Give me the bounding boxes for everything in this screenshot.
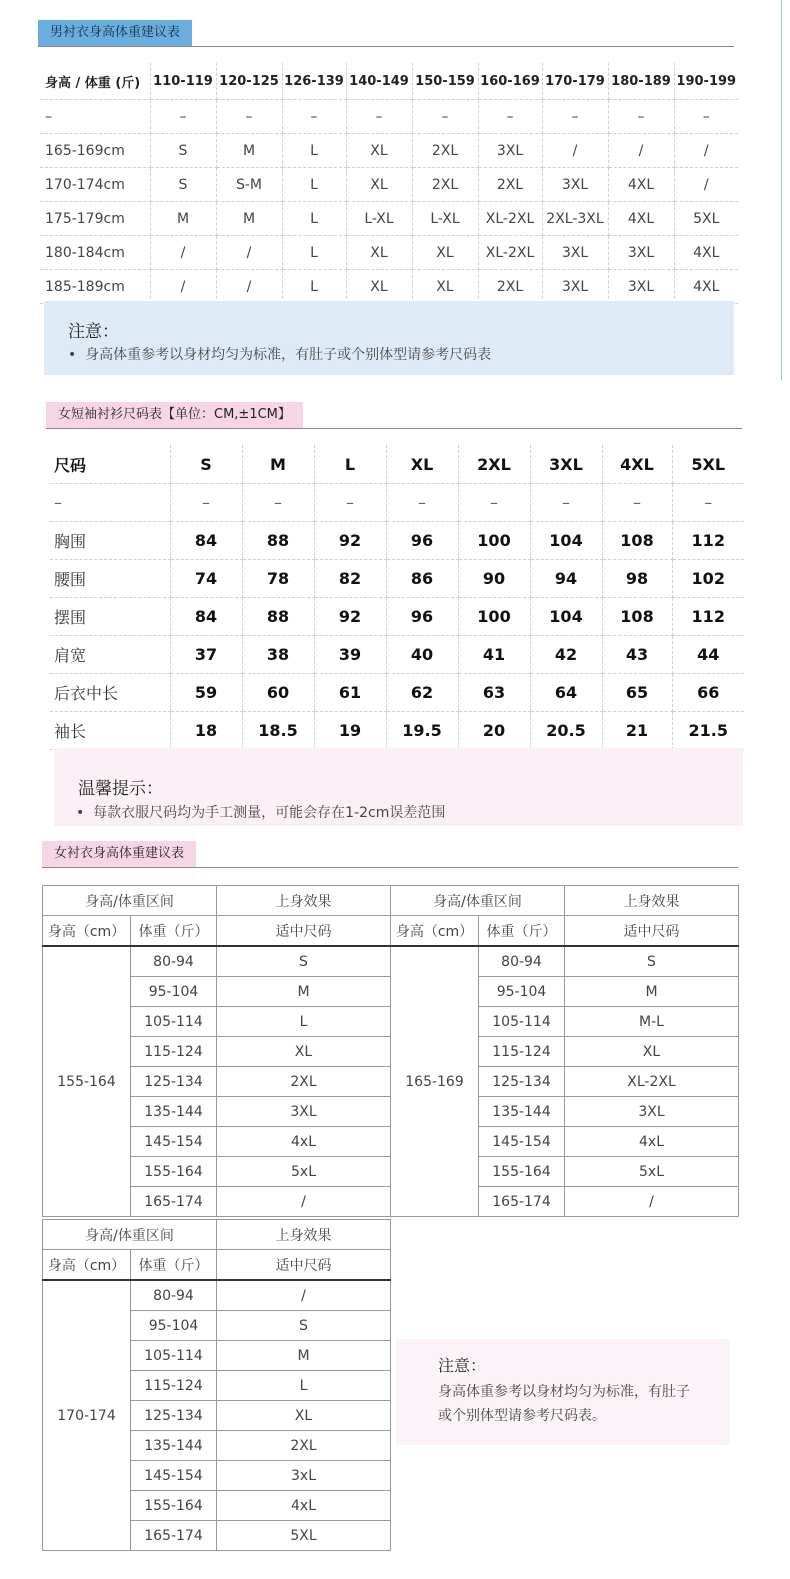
table-row: [391, 946, 739, 977]
table-cell: 4XL: [608, 168, 674, 202]
table-cell: –: [314, 484, 386, 522]
size-cell: L: [217, 1371, 391, 1401]
table-cell: 3XL: [608, 236, 674, 270]
table-cell: 3XL: [478, 134, 542, 168]
size-cell: /: [565, 1187, 739, 1217]
table-cell: 104: [530, 598, 602, 636]
weight-cell: 125-134: [479, 1067, 565, 1097]
table-header-row: [43, 916, 391, 947]
table-cell: 5XL: [674, 202, 738, 236]
table-row: [40, 236, 738, 270]
table-cell: 2XL: [478, 168, 542, 202]
table-cell: XL-2XL: [478, 202, 542, 236]
table-cell: 3XL: [608, 270, 674, 304]
row-label: 165-169cm: [40, 134, 150, 168]
table-cell: 37: [170, 636, 242, 674]
table-cell: 96: [386, 598, 458, 636]
table-cell: M: [216, 202, 282, 236]
size-cell: M: [217, 1341, 391, 1371]
table-cell: L: [282, 202, 346, 236]
table-cell: 4XL: [608, 202, 674, 236]
table-row: [50, 484, 744, 522]
table-cell: 43: [602, 636, 672, 674]
row-label: 170-174cm: [40, 168, 150, 202]
table-row: [50, 598, 744, 636]
effect-header: 上身效果: [217, 1220, 391, 1250]
table-cell: L-XL: [346, 202, 412, 236]
column-header: 120-125: [216, 63, 282, 100]
table-cell: 82: [314, 560, 386, 598]
weight-cell: 95-104: [479, 977, 565, 1007]
table-row: [43, 1280, 391, 1311]
note-text-content: 每款衣服尺码均为手工测量，可能会存在1-2cm误差范围: [93, 805, 446, 821]
table-cell: 42: [530, 636, 602, 674]
table-cell: 92: [314, 598, 386, 636]
table-cell: –: [386, 484, 458, 522]
table-cell: 3XL: [542, 270, 608, 304]
table-cell: S: [150, 168, 216, 202]
column-header: 4XL: [602, 445, 672, 484]
weight-cell: 115-124: [131, 1371, 217, 1401]
table-cell: XL: [346, 168, 412, 202]
note-text: • 身高体重参考以身材均匀为标准，有肚子或个别体型请参考尺码表: [68, 347, 492, 363]
column-header: 150-159: [412, 63, 478, 100]
table-cell: –: [216, 100, 282, 134]
table-cell: 63: [458, 674, 530, 712]
column-header: 180-189: [608, 63, 674, 100]
section-title-women-shirt: 女衬衣身高体重建议表: [42, 841, 196, 867]
table-row: [40, 168, 738, 202]
table-cell: 104: [530, 522, 602, 560]
size-header: 适中尺码: [217, 916, 391, 947]
table-cell: XL: [412, 236, 478, 270]
column-header: M: [242, 445, 314, 484]
table-cell: 19.5: [386, 712, 458, 750]
table-header-row: [391, 886, 739, 916]
note-text: • 每款衣服尺码均为手工测量，可能会存在1-2cm误差范围: [76, 805, 446, 821]
weight-cell: 95-104: [131, 977, 217, 1007]
column-header: 身高 / 体重 (斤): [40, 63, 150, 100]
row-label: 180-184cm: [40, 236, 150, 270]
weight-cell: 125-134: [131, 1401, 217, 1431]
table-row: [50, 636, 744, 674]
section-rule: [46, 428, 742, 429]
table-cell: 61: [314, 674, 386, 712]
column-header: 2XL: [458, 445, 530, 484]
size-cell: XL: [217, 1401, 391, 1431]
size-cell: 4xL: [217, 1491, 391, 1521]
size-cell: S: [565, 946, 739, 977]
table-cell: 3XL: [542, 168, 608, 202]
table-cell: 2XL-3XL: [542, 202, 608, 236]
table-cell: –: [458, 484, 530, 522]
note-title: 注意：: [68, 322, 119, 342]
column-header: S: [170, 445, 242, 484]
effect-header: 上身效果: [217, 886, 391, 916]
section-rule: [42, 867, 738, 868]
section-title-men-shirt: 男衬衣身高体重建议表: [38, 20, 192, 46]
range-header: 身高/体重区间: [43, 1220, 217, 1250]
weight-cell: 115-124: [479, 1037, 565, 1067]
table-cell: M: [216, 134, 282, 168]
weight-header: 体重（斤）: [479, 916, 565, 947]
table-cell: 39: [314, 636, 386, 674]
table-cell: /: [608, 134, 674, 168]
range-header: 身高/体重区间: [43, 886, 217, 916]
table-cell: –: [542, 100, 608, 134]
table-header-row: [43, 1250, 391, 1281]
table-row: [50, 712, 744, 750]
table-cell: –: [242, 484, 314, 522]
note-title: 注意：: [438, 1356, 487, 1375]
weight-cell: 95-104: [131, 1311, 217, 1341]
table-cell: 4XL: [674, 236, 738, 270]
column-header: 3XL: [530, 445, 602, 484]
height-header: 身高（cm）: [43, 1250, 131, 1281]
table-cell: 40: [386, 636, 458, 674]
row-label: 胸围: [50, 522, 170, 560]
table-row: [40, 134, 738, 168]
table-cell: –: [478, 100, 542, 134]
table-cell: L: [282, 134, 346, 168]
table-cell: L: [282, 236, 346, 270]
size-cell: /: [217, 1280, 391, 1311]
table-cell: 41: [458, 636, 530, 674]
weight-cell: 80-94: [131, 1280, 217, 1311]
column-header: 160-169: [478, 63, 542, 100]
column-header: 5XL: [672, 445, 744, 484]
weight-cell: 165-174: [131, 1521, 217, 1551]
note-title: 温馨提示：: [78, 779, 163, 799]
table-row: [40, 100, 738, 134]
table-cell: XL: [346, 134, 412, 168]
table-cell: S: [150, 134, 216, 168]
table-cell: 2XL: [478, 270, 542, 304]
table-cell: 92: [314, 522, 386, 560]
men-size-table: [40, 63, 738, 304]
table-cell: M: [150, 202, 216, 236]
weight-header: 体重（斤）: [131, 1250, 217, 1281]
height-header: 身高（cm）: [391, 916, 479, 947]
size-cell: L: [217, 1007, 391, 1037]
table-cell: 74: [170, 560, 242, 598]
table-cell: –: [346, 100, 412, 134]
women-shirt-table-2: [390, 885, 739, 1217]
weight-cell: 80-94: [131, 946, 217, 977]
table-row: [43, 946, 391, 977]
note-box-women: [54, 748, 743, 826]
table-cell: 18.5: [242, 712, 314, 750]
row-label: 175-179cm: [40, 202, 150, 236]
size-cell: 3XL: [217, 1097, 391, 1127]
table-cell: 100: [458, 598, 530, 636]
table-cell: 18: [170, 712, 242, 750]
table-cell: 98: [602, 560, 672, 598]
table-header-row: [43, 1220, 391, 1250]
table-cell: 108: [602, 598, 672, 636]
weight-cell: 145-154: [131, 1461, 217, 1491]
table-cell: –: [530, 484, 602, 522]
table-cell: 108: [602, 522, 672, 560]
table-cell: 94: [530, 560, 602, 598]
table-cell: –: [602, 484, 672, 522]
weight-header: 体重（斤）: [131, 916, 217, 947]
table-cell: /: [674, 168, 738, 202]
table-cell: 38: [242, 636, 314, 674]
note-text-content: 身高体重参考以身材均匀为标准，有肚子或个别体型请参考尺码表: [85, 347, 492, 363]
table-cell: 84: [170, 522, 242, 560]
note-line-2: 或个别体型请参考尺码表。: [438, 1408, 606, 1424]
size-cell: 4xL: [565, 1127, 739, 1157]
table-cell: /: [542, 134, 608, 168]
row-label: 袖长: [50, 712, 170, 750]
table-cell: /: [150, 270, 216, 304]
size-cell: 2XL: [217, 1431, 391, 1461]
table-header-row: [391, 916, 739, 947]
table-header-row: [43, 886, 391, 916]
table-row: [40, 202, 738, 236]
table-cell: L: [282, 270, 346, 304]
note-line-1: 身高体重参考以身材均匀为标准，有肚子: [438, 1384, 690, 1400]
height-range-cell: 155-164: [43, 946, 131, 1217]
women-shirt-table-1: [42, 885, 391, 1217]
table-row: [50, 560, 744, 598]
row-label: –: [40, 100, 150, 134]
table-header-row: [50, 445, 744, 484]
table-cell: –: [412, 100, 478, 134]
size-cell: 4xL: [217, 1127, 391, 1157]
weight-cell: 155-164: [131, 1157, 217, 1187]
table-cell: XL-2XL: [478, 236, 542, 270]
table-cell: –: [674, 100, 738, 134]
table-row: [40, 270, 738, 304]
table-cell: –: [282, 100, 346, 134]
table-cell: 20.5: [530, 712, 602, 750]
table-cell: L: [282, 168, 346, 202]
table-cell: 66: [672, 674, 744, 712]
size-cell: 5xL: [217, 1157, 391, 1187]
table-row: [50, 522, 744, 560]
size-cell: S: [217, 1311, 391, 1341]
table-cell: 59: [170, 674, 242, 712]
weight-cell: 80-94: [479, 946, 565, 977]
table-cell: 65: [602, 674, 672, 712]
column-header: 126-139: [282, 63, 346, 100]
weight-cell: 115-124: [131, 1037, 217, 1067]
table-cell: 86: [386, 560, 458, 598]
table-cell: 78: [242, 560, 314, 598]
column-header: 190-199: [674, 63, 738, 100]
weight-cell: 155-164: [479, 1157, 565, 1187]
table-cell: 84: [170, 598, 242, 636]
table-cell: 2XL: [412, 168, 478, 202]
table-cell: 44: [672, 636, 744, 674]
table-cell: 60: [242, 674, 314, 712]
table-cell: –: [170, 484, 242, 522]
row-label: –: [50, 484, 170, 522]
weight-cell: 135-144: [131, 1097, 217, 1127]
table-cell: –: [150, 100, 216, 134]
table-cell: 3XL: [542, 236, 608, 270]
table-cell: –: [608, 100, 674, 134]
size-cell: 5xL: [565, 1157, 739, 1187]
table-cell: 100: [458, 522, 530, 560]
size-cell: M-L: [565, 1007, 739, 1037]
table-cell: 112: [672, 598, 744, 636]
size-cell: 3xL: [217, 1461, 391, 1491]
table-cell: 112: [672, 522, 744, 560]
table-cell: 96: [386, 522, 458, 560]
weight-cell: 165-174: [131, 1187, 217, 1217]
row-label: 腰围: [50, 560, 170, 598]
table-cell: 19: [314, 712, 386, 750]
size-cell: M: [217, 977, 391, 1007]
row-label: 185-189cm: [40, 270, 150, 304]
section-rule: [38, 46, 734, 47]
weight-cell: 135-144: [479, 1097, 565, 1127]
size-cell: /: [217, 1187, 391, 1217]
column-header: 170-179: [542, 63, 608, 100]
weight-cell: 165-174: [479, 1187, 565, 1217]
column-header: 尺码: [50, 445, 170, 484]
table-header-row: [40, 63, 738, 100]
table-cell: 64: [530, 674, 602, 712]
column-header: 110-119: [150, 63, 216, 100]
weight-cell: 135-144: [131, 1431, 217, 1461]
table-cell: 102: [672, 560, 744, 598]
side-divider: [781, 0, 782, 380]
table-cell: XL: [346, 270, 412, 304]
column-header: XL: [386, 445, 458, 484]
table-cell: 4XL: [674, 270, 738, 304]
table-cell: /: [216, 236, 282, 270]
weight-cell: 125-134: [131, 1067, 217, 1097]
row-label: 后衣中长: [50, 674, 170, 712]
size-header: 适中尺码: [565, 916, 739, 947]
row-label: 肩宽: [50, 636, 170, 674]
table-cell: 88: [242, 522, 314, 560]
weight-cell: 155-164: [131, 1491, 217, 1521]
table-cell: XL: [412, 270, 478, 304]
table-cell: S-M: [216, 168, 282, 202]
weight-cell: 145-154: [479, 1127, 565, 1157]
section-title-women-shortsleeve: 女短袖衬衫尺码表【单位：CM,±1CM】: [46, 402, 303, 428]
note-box-women-shirt: [396, 1339, 730, 1445]
column-header: 140-149: [346, 63, 412, 100]
table-cell: /: [674, 134, 738, 168]
table-cell: 62: [386, 674, 458, 712]
weight-cell: 105-114: [479, 1007, 565, 1037]
note-box-men: [44, 301, 734, 375]
row-label: 摆围: [50, 598, 170, 636]
size-cell: S: [217, 946, 391, 977]
table-cell: /: [216, 270, 282, 304]
table-row: [50, 674, 744, 712]
size-cell: 5XL: [217, 1521, 391, 1551]
effect-header: 上身效果: [565, 886, 739, 916]
table-cell: XL: [346, 236, 412, 270]
table-cell: 21.5: [672, 712, 744, 750]
range-header: 身高/体重区间: [391, 886, 565, 916]
table-cell: 90: [458, 560, 530, 598]
size-cell: XL-2XL: [565, 1067, 739, 1097]
table-cell: –: [672, 484, 744, 522]
women-size-table: [50, 445, 744, 750]
size-cell: XL: [565, 1037, 739, 1067]
height-range-cell: 170-174: [43, 1280, 131, 1551]
table-cell: 2XL: [412, 134, 478, 168]
table-cell: 21: [602, 712, 672, 750]
weight-cell: 105-114: [131, 1341, 217, 1371]
size-header: 适中尺码: [217, 1250, 391, 1281]
weight-cell: 105-114: [131, 1007, 217, 1037]
height-range-cell: 165-169: [391, 946, 479, 1217]
women-shirt-table-3: [42, 1219, 391, 1551]
height-header: 身高（cm）: [43, 916, 131, 947]
column-header: L: [314, 445, 386, 484]
table-cell: /: [150, 236, 216, 270]
table-cell: 20: [458, 712, 530, 750]
table-cell: L-XL: [412, 202, 478, 236]
size-cell: 2XL: [217, 1067, 391, 1097]
size-cell: M: [565, 977, 739, 1007]
size-cell: XL: [217, 1037, 391, 1067]
size-cell: 3XL: [565, 1097, 739, 1127]
table-cell: 88: [242, 598, 314, 636]
weight-cell: 145-154: [131, 1127, 217, 1157]
